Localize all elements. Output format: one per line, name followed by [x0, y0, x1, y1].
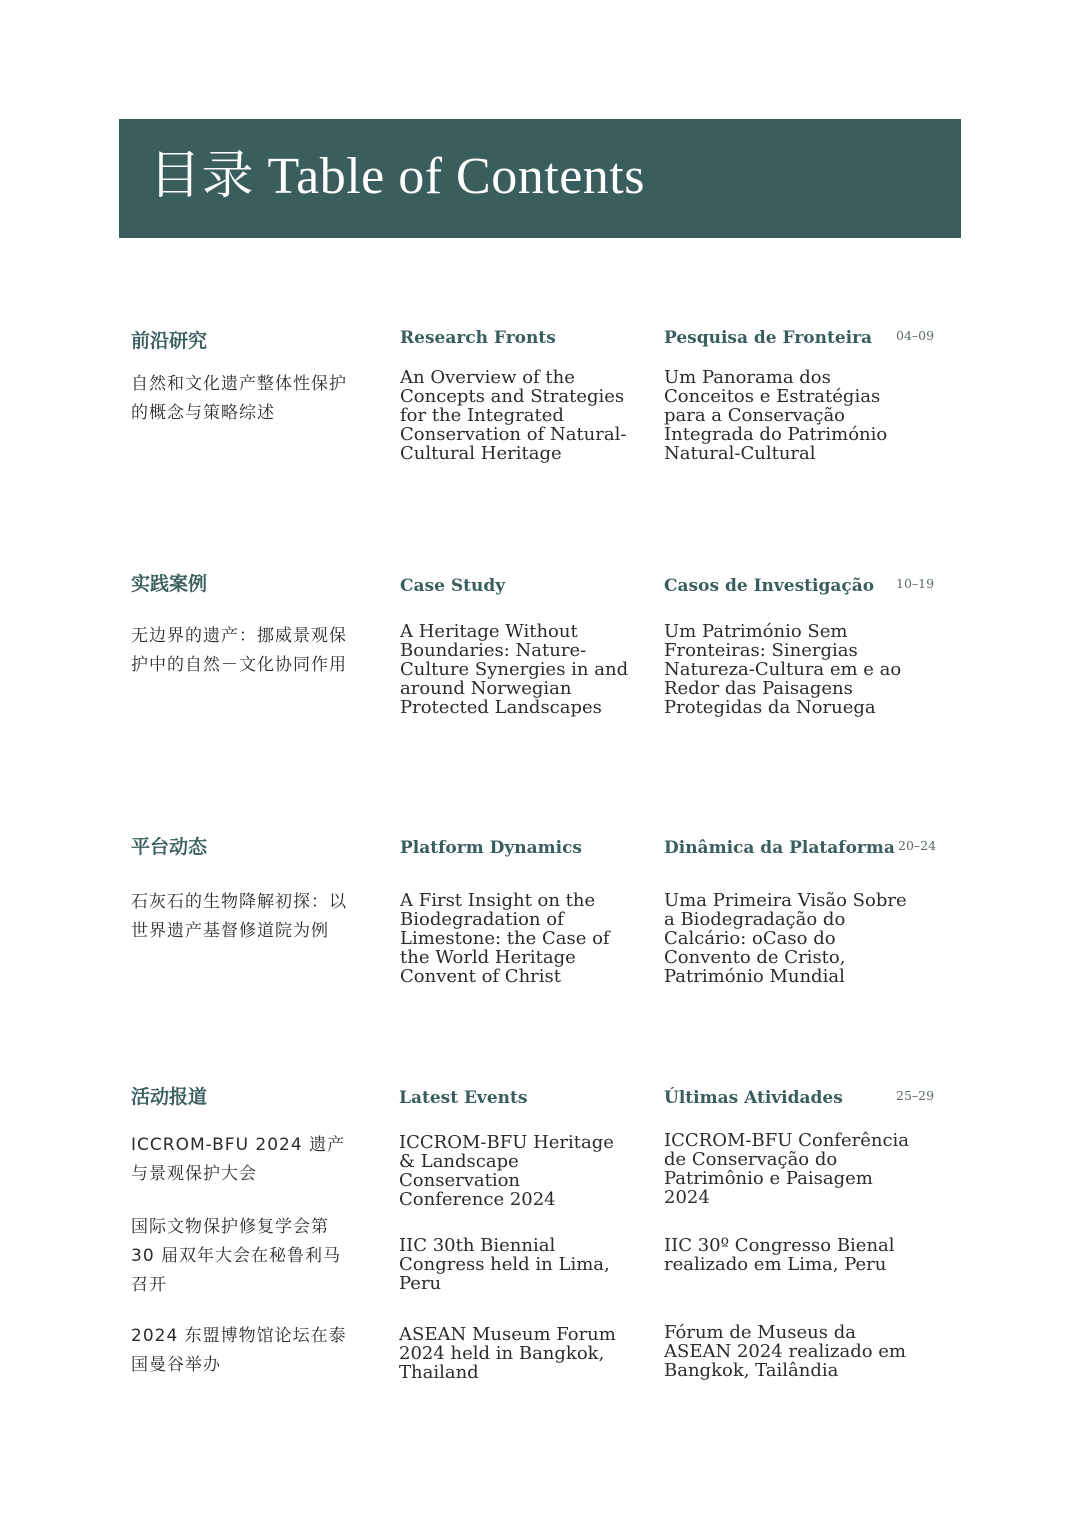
entry-title-en[interactable]: A First Insight on the Biodegradation of Limestone: the Case of the World Heritage Convent of Christ [400, 890, 610, 987]
page-range: 20–24 [898, 838, 937, 853]
page-range: 04–09 [896, 328, 935, 343]
entry-title-cn[interactable]: 无边界的遗产：挪威景观保护中的自然－文化协同作用 [131, 626, 347, 675]
page-title: 目录 Table of Contents [149, 148, 645, 205]
section-heading-cn: 前沿研究 [131, 330, 208, 352]
entry-title-en[interactable]: An Overview of the Concepts and Strategies for the Integrated Conservation of Natural-Cultural Heritage [400, 367, 627, 464]
entry-title-pt[interactable]: IIC 30º Congresso Bienal realizado em Lima, Peru [664, 1235, 895, 1275]
entry-title-pt[interactable]: Um Panorama dos Conceitos e Estratégias para a Conservação Integrada do Património Natural-Cultural [664, 367, 888, 464]
section-heading-en[interactable]: Latest Events [399, 1088, 528, 1108]
section-heading-en[interactable]: Research Fronts [400, 328, 556, 348]
entry-title-pt[interactable]: Um Património Sem Fronteiras: Sinergias Natureza-Cultura em e ao Redor das Paisagens Protegidas da Noruega [664, 621, 902, 718]
entry-title-pt[interactable]: ICCROM-BFU Conferência de Conservação do Patrimônio e Paisagem 2024 [664, 1130, 910, 1208]
section-heading-cn: 活动报道 [131, 1086, 208, 1108]
section-heading-pt[interactable]: Dinâmica da Plataforma [664, 838, 895, 858]
entry-title-en[interactable]: A Heritage Without Boundaries: Nature-Culture Synergies in and around Norwegian Protected Landscapes [400, 621, 629, 718]
section-heading-pt[interactable]: Últimas Atividades [664, 1088, 843, 1108]
entry-title-cn[interactable]: 国际文物保护修复学会第 30 届双年大会在秘鲁利马召开 [131, 1217, 342, 1295]
section-heading-pt[interactable]: Casos de Investigação [664, 576, 875, 596]
entry-title-cn[interactable]: 2024 东盟博物馆论坛在泰国曼谷举办 [131, 1326, 347, 1375]
section-heading-pt[interactable]: Pesquisa de Fronteira [664, 328, 873, 348]
section-heading-cn: 实践案例 [131, 573, 208, 595]
section-heading-en[interactable]: Case Study [400, 576, 506, 596]
entry-title-en[interactable]: ASEAN Museum Forum 2024 held in Bangkok, Thailand [399, 1324, 616, 1383]
page-range: 10–19 [896, 576, 935, 591]
toc-header [119, 119, 961, 238]
section-heading-cn: 平台动态 [131, 836, 208, 858]
page-range: 25–29 [896, 1088, 935, 1103]
entry-title-cn[interactable]: 自然和文化遗产整体性保护的概念与策略综述 [131, 374, 347, 423]
entry-title-en[interactable]: IIC 30th Biennial Congress held in Lima, Peru [399, 1235, 610, 1294]
section-heading-en[interactable]: Platform Dynamics [400, 838, 582, 858]
entry-title-pt[interactable]: Fórum de Museus da ASEAN 2024 realizado em Bangkok, Tailândia [664, 1322, 906, 1381]
entry-title-pt[interactable]: Uma Primeira Visão Sobre a Biodegradação do Calcário: oCaso do Convento de Cristo, Património Mundial [664, 890, 907, 987]
entry-title-cn[interactable]: 石灰石的生物降解初探：以世界遗产基督修道院为例 [131, 892, 347, 941]
entry-title-cn[interactable]: ICCROM-BFU 2024 遗产与景观保护大会 [131, 1135, 346, 1184]
entry-title-en[interactable]: ICCROM-BFU Heritage & Landscape Conservation Conference 2024 [399, 1132, 614, 1210]
